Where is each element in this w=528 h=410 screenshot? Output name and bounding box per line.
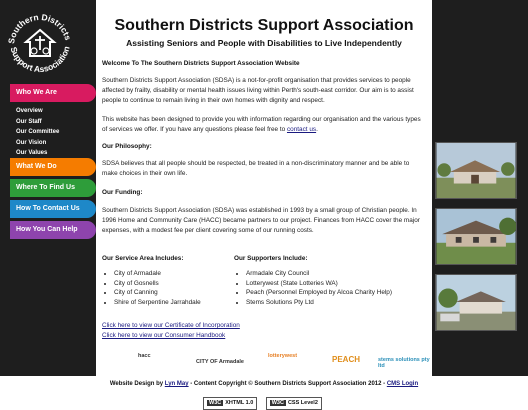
nav-who-we-are[interactable]: Who We Are	[10, 84, 96, 102]
footer-text	[0, 381, 528, 387]
service-area-item: • City of Armadale	[114, 269, 201, 279]
philosophy-text: SDSA believes that all people should be respected, be treated in a non-discriminatory manner and be able to make choices in their own life.	[102, 160, 410, 177]
supporter-item: • Peach (Personnel Employed by Alcoa Charity Help)	[246, 288, 392, 298]
lotterywest-logo: lotterywest	[268, 353, 298, 359]
sdsa-logo[interactable]	[4, 6, 76, 78]
nav-overview[interactable]: Overview	[16, 108, 43, 114]
nav-how-to-contact-us[interactable]: How To Contact Us	[10, 200, 96, 218]
xhtml-badge[interactable]	[203, 397, 257, 410]
service-area-item: • City of Canning	[114, 288, 201, 298]
building-photo-2	[435, 208, 517, 265]
site-title: Southern Districts Support Association	[114, 17, 414, 34]
cms-login-link[interactable]: CMS Login	[386, 381, 419, 387]
supporter-item: • Armadale City Council	[246, 269, 392, 279]
hacc-logo: hacc	[138, 353, 151, 359]
contact-us-link[interactable]: contact us	[286, 126, 317, 133]
service-area-item: • Shire of Serpentine Jarrahdale	[114, 298, 201, 308]
nav-how-you-can-help[interactable]: How You Can Help	[10, 221, 96, 239]
sidebar	[0, 0, 92, 376]
nav-our-staff[interactable]: Our Staff	[16, 118, 42, 125]
service-area-list	[104, 269, 201, 307]
who-sub-menu	[16, 106, 59, 159]
info-text-body: This website has been designed to provide you with information regarding our organisation and the various types of services we offer. If you have any questions please feel free to	[102, 116, 421, 133]
content-area	[96, 0, 432, 376]
nav-where-to-find-us[interactable]: Where To Find Us	[10, 179, 96, 197]
service-area-item: • City of Gosnells	[114, 279, 201, 289]
svg-text:Southern Districts: Southern Districts	[6, 11, 74, 45]
svg-text:Support Association: Support Association	[8, 45, 72, 75]
armadale-logo: CITY OF Armadale	[196, 359, 244, 365]
footer-copyright: - Content Copyright © Southern Districts Support Association 2012 -	[190, 381, 386, 387]
validation-badges	[203, 391, 326, 410]
supporters-heading: Our Supporters Include:	[234, 255, 308, 262]
xhtml-badge-label: XHTML 1.0	[225, 400, 254, 406]
handbook-link[interactable]: Click here to view our Consumer Handbook	[102, 332, 226, 339]
css-badge[interactable]	[266, 397, 322, 410]
info-text: This website has been designed to provide you with information regarding our organisation and the various types of services we offer. If you have any questions please feel free to contact us.	[102, 116, 421, 133]
css-badge-label: CSS Level2	[287, 400, 318, 406]
funding-heading: Our Funding:	[102, 189, 143, 196]
nav-what-we-do[interactable]: What We Do	[10, 158, 96, 176]
supporter-item: • Stems Solutions Pty Ltd	[246, 298, 392, 308]
building-photo-1	[435, 142, 517, 199]
funding-text: Southern Districts Support Association (SDSA) was established in 1993 by a small group of Christian people. In 1996 Home and Community Care (HACC) became partners to our project. Finances from HACC cover the major expenses, with a modest fee per client covering some of our running costs.	[102, 207, 420, 234]
supporter-item: • Lotterywest (State Lotteries WA)	[246, 279, 392, 289]
intro-text: Southern Districts Support Association (SDSA) is a not-for-profit organisation that provides services to people affected by frailty, disability or mental health issues living within Perth's south-east corridor. Our aim is to assist people to continue to remain living in their own homes with dignity and respect.	[102, 77, 414, 104]
peach-logo: PEACH	[332, 355, 361, 364]
philosophy-heading: Our Philosophy:	[102, 143, 152, 150]
nav-our-vision[interactable]: Our Vision	[16, 139, 47, 146]
welcome-heading: Welcome To The Southern Districts Support Association Website	[102, 60, 300, 67]
w3c-label: W3C	[271, 400, 284, 406]
building-photo-3	[435, 274, 517, 331]
supporters-list	[236, 269, 392, 307]
photo-column	[435, 142, 517, 340]
certificate-link[interactable]: Click here to view our Certificate of Incorporation	[102, 322, 240, 329]
nav-our-committee[interactable]: Our Committee	[16, 129, 60, 135]
designer-link[interactable]: Lyn May	[164, 381, 189, 387]
links-block	[102, 321, 424, 341]
footer-design-prefix: Website Design by	[109, 381, 164, 387]
stems-logo: stems solutions pty ltd	[378, 357, 430, 369]
w3c-label: W3C	[209, 400, 222, 406]
site-subtitle: Assisting Seniors and People with Disabilities to Live Independently	[126, 38, 402, 48]
service-area-heading: Our Service Area Includes:	[102, 255, 184, 262]
supporter-logos	[130, 353, 430, 377]
nav-our-values[interactable]: Our Values	[16, 150, 48, 156]
